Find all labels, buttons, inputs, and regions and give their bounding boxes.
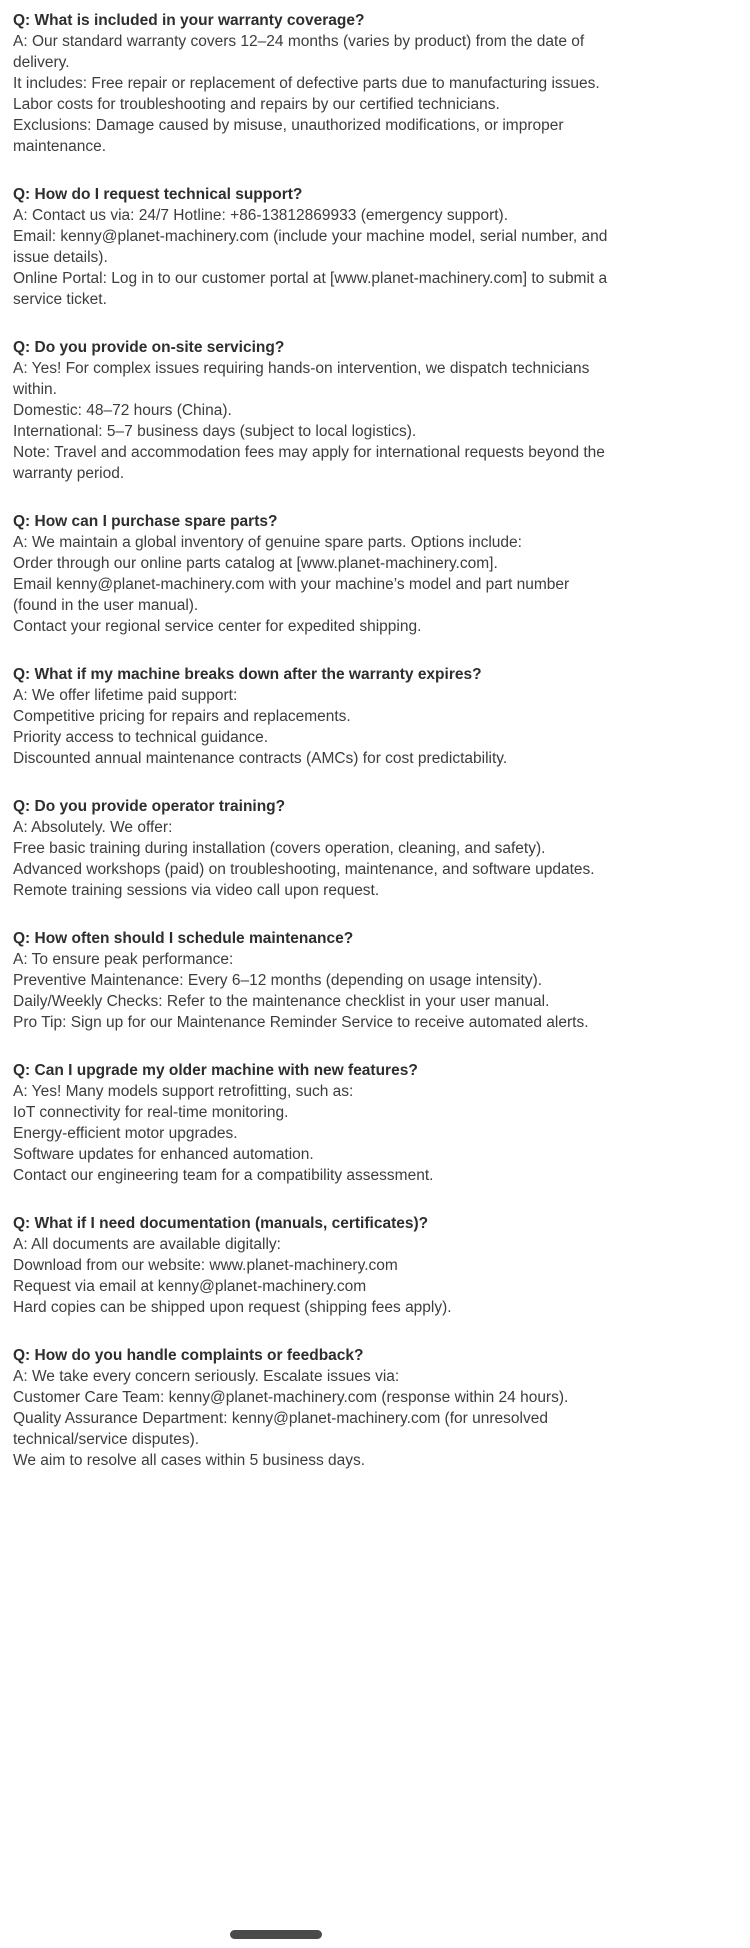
faq-answer <box>13 949 613 1033</box>
faq-item <box>13 511 613 637</box>
faq-answer-line: Preventive Maintenance: Every 6–12 months (depending on usage intensity). <box>13 972 543 989</box>
faq-answer-line: Remote training sessions via video call upon request. <box>13 882 380 899</box>
faq-item <box>13 1213 613 1318</box>
faq-answer-line: Advanced workshops (paid) on troubleshooting, maintenance, and software updates. <box>13 861 595 878</box>
faq-answer-line: Daily/Weekly Checks: Refer to the maintenance checklist in your user manual. <box>13 993 550 1010</box>
faq-question: Q: How do I request technical support? <box>13 186 303 203</box>
faq-answer-line: Online Portal: Log in to our customer portal at [www.planet-machinery.com] to submit a service ticket. <box>13 270 608 308</box>
faq-answer-line: A: Yes! Many models support retrofitting, such as: <box>13 1083 354 1100</box>
faq-answer-line: International: 5–7 business days (subject to local logistics). <box>13 423 417 440</box>
faq-answer-line: Competitive pricing for repairs and replacements. <box>13 708 351 725</box>
faq-question: Q: Can I upgrade my older machine with new features? <box>13 1062 418 1079</box>
faq-answer-line: A: All documents are available digitally: <box>13 1236 281 1253</box>
faq-answer <box>13 205 613 310</box>
faq-answer <box>13 817 613 901</box>
faq-question: Q: What if my machine breaks down after the warranty expires? <box>13 666 482 683</box>
faq-answer-line: A: We maintain a global inventory of genuine spare parts. Options include: <box>13 534 522 551</box>
faq-question: Q: Do you provide on-site servicing? <box>13 339 285 356</box>
faq-item <box>13 337 613 484</box>
faq-answer-line: A: Our standard warranty covers 12–24 months (varies by product) from the date of delivery. <box>13 33 585 71</box>
faq-answer-line: Free basic training during installation (covers operation, cleaning, and safety). <box>13 840 546 857</box>
faq-answer <box>13 1234 613 1318</box>
faq-answer-line: A: Absolutely. We offer: <box>13 819 173 836</box>
faq-question: Q: How do you handle complaints or feedback? <box>13 1347 364 1364</box>
faq-answer-line: Contact your regional service center for expedited shipping. <box>13 618 422 635</box>
faq-item <box>13 1060 613 1186</box>
faq-answer <box>13 358 613 484</box>
faq-answer-line: Contact our engineering team for a compatibility assessment. <box>13 1167 434 1184</box>
faq-answer-line: Download from our website: www.planet-machinery.com <box>13 1257 398 1274</box>
faq-answer-line: Labor costs for troubleshooting and repairs by our certified technicians. <box>13 96 500 113</box>
faq-answer-line: Request via email at kenny@planet-machinery.com <box>13 1278 367 1295</box>
faq-answer-line: We aim to resolve all cases within 5 business days. <box>13 1452 366 1469</box>
faq-answer <box>13 1366 613 1471</box>
faq-answer-line: A: To ensure peak performance: <box>13 951 234 968</box>
faq-item <box>13 184 613 310</box>
faq-answer <box>13 31 613 157</box>
faq-answer-line: Priority access to technical guidance. <box>13 729 269 746</box>
faq-answer-line: Order through our online parts catalog at [www.planet-machinery.com]. <box>13 555 498 572</box>
faq-answer-line: Quality Assurance Department: kenny@planet-machinery.com (for unresolved technical/service disputes). <box>13 1410 548 1448</box>
faq-answer-line: Hard copies can be shipped upon request (shipping fees apply). <box>13 1299 452 1316</box>
faq-question: Q: What is included in your warranty coverage? <box>13 12 365 29</box>
faq-question: Q: How can I purchase spare parts? <box>13 513 278 530</box>
faq-answer-line: It includes: Free repair or replacement of defective parts due to manufacturing issues. <box>13 75 600 92</box>
faq-answer-line: Exclusions: Damage caused by misuse, unauthorized modifications, or improper maintenance. <box>13 117 564 155</box>
faq-question: Q: What if I need documentation (manuals, certificates)? <box>13 1215 429 1232</box>
faq-answer-line: Pro Tip: Sign up for our Maintenance Reminder Service to receive automated alerts. <box>13 1014 589 1031</box>
faq-answer-line: A: We take every concern seriously. Escalate issues via: <box>13 1368 400 1385</box>
faq-item <box>13 928 613 1033</box>
faq-list <box>13 10 613 1471</box>
faq-item <box>13 796 613 901</box>
faq-answer-line: IoT connectivity for real-time monitoring. <box>13 1104 289 1121</box>
horizontal-scrollbar-thumb[interactable] <box>230 1930 322 1939</box>
faq-answer <box>13 1081 613 1186</box>
faq-question: Q: Do you provide operator training? <box>13 798 286 815</box>
faq-answer-line: Email kenny@planet-machinery.com with your machine’s model and part number (found in the user manual). <box>13 576 570 614</box>
faq-item <box>13 10 613 157</box>
faq-answer-line: A: Yes! For complex issues requiring hands-on intervention, we dispatch technicians within. <box>13 360 590 398</box>
faq-answer-line: Customer Care Team: kenny@planet-machinery.com (response within 24 hours). <box>13 1389 569 1406</box>
faq-item <box>13 1345 613 1471</box>
faq-question: Q: How often should I schedule maintenance? <box>13 930 354 947</box>
faq-answer-line: Energy-efficient motor upgrades. <box>13 1125 238 1142</box>
faq-answer-line: Note: Travel and accommodation fees may apply for international requests beyond the warranty period. <box>13 444 605 482</box>
faq-answer <box>13 685 613 769</box>
faq-answer-line: Email: kenny@planet-machinery.com (include your machine model, serial number, and issue details). <box>13 228 608 266</box>
faq-answer-line: A: Contact us via: 24/7 Hotline: +86-13812869933 (emergency support). <box>13 207 509 224</box>
faq-answer-line: Domestic: 48–72 hours (China). <box>13 402 232 419</box>
faq-answer-line: A: We offer lifetime paid support: <box>13 687 238 704</box>
faq-answer-line: Software updates for enhanced automation. <box>13 1146 314 1163</box>
faq-item <box>13 664 613 769</box>
faq-answer-line: Discounted annual maintenance contracts (AMCs) for cost predictability. <box>13 750 508 767</box>
faq-answer <box>13 532 613 637</box>
